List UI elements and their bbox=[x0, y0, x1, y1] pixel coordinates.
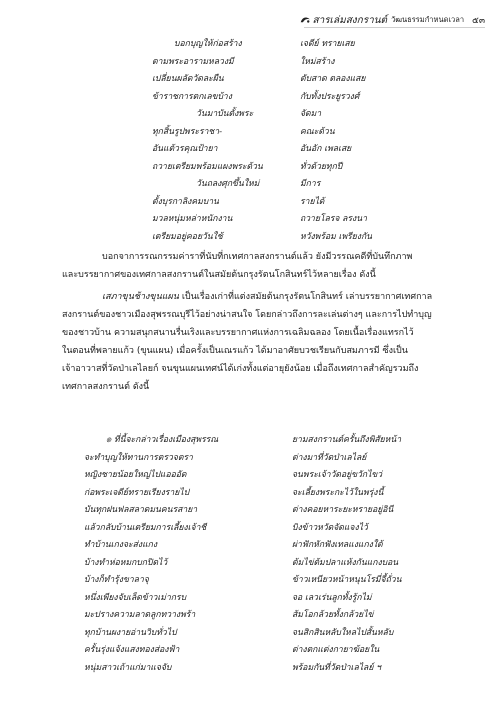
verse-line bbox=[0, 89, 499, 107]
verse-left-hemistich: ทำบ้านเกงจะส่งแกง bbox=[84, 540, 158, 550]
verse-right-hemistich: ต่างตกแต่งกายาฆ้อยใน bbox=[292, 645, 380, 655]
verse-right-hemistich: มีการ bbox=[300, 179, 321, 189]
verse-left-hemistich: บอกบุญให้ก่อสร้าง bbox=[174, 39, 242, 49]
verse-line bbox=[0, 590, 499, 608]
verse-right-hemistich: ต่างคอยหาระยะหรายอยู่อินี bbox=[292, 505, 394, 515]
verse-line bbox=[0, 555, 499, 573]
verse-line bbox=[0, 54, 499, 72]
brand-logo-icon bbox=[300, 14, 310, 26]
verse-line bbox=[0, 211, 499, 229]
verse-line bbox=[0, 229, 499, 247]
verse-right-hemistich: ส้มโอกล้วยทั้งกล้วยไข่ bbox=[292, 610, 374, 620]
verse-right-hemistich: ถวายโลรจ ลรงนา bbox=[300, 214, 367, 224]
verse-left-hemistich: ก่อพระเจดีย์ทรายเรียงรายไป bbox=[84, 487, 190, 498]
verse-line bbox=[0, 467, 499, 485]
verse-line bbox=[0, 660, 499, 678]
verse-left-hemistich: จะทำบุญให้ทานการตรวจตรา bbox=[84, 452, 193, 463]
work-title: เสภาขุนช้างขุนแผน bbox=[102, 292, 179, 302]
verse-line bbox=[0, 642, 499, 660]
verse-line bbox=[0, 106, 499, 124]
verse-right-hemistich: ข้าวเหนียวหน้าหนุนโรมี่จี้ถั่วน bbox=[292, 575, 402, 585]
paragraph-text: เป็นเรื่องเก่าที่แต่งสมัยต้นกรุงรัตนโกสินทร์ เล่าบรรยากาศเทศกาล bbox=[178, 292, 433, 302]
verse-line bbox=[0, 194, 499, 212]
verse-line bbox=[0, 432, 499, 450]
paragraph-2 bbox=[62, 288, 442, 396]
verse-line bbox=[0, 502, 499, 520]
verse-line bbox=[0, 607, 499, 625]
verse-line bbox=[0, 159, 499, 177]
paragraph-1 bbox=[62, 248, 442, 284]
verse-right-hemistich: จอ เลวเร่นลูกทั้งรู้กไม่ bbox=[292, 592, 372, 603]
verse-line bbox=[0, 520, 499, 538]
paragraph-line: เทศกาลสงกรานต์ ดังนี้ bbox=[62, 382, 150, 392]
verse-left-hemistich: มวลหนุ่มหล่าหนักงาน bbox=[152, 214, 233, 224]
paragraph-line: ของชาวบ้าน ความสนุกสนานรื่นเริงและบรรยากาศแห่งการเฉลิมฉลอง โดยเนื้อเรื่องแทรกไว้ bbox=[62, 328, 414, 338]
paragraph-line bbox=[62, 288, 442, 306]
verse-right-hemistich: จนพระเจ้าวัดอยู่ขวักไขว่ bbox=[292, 470, 383, 480]
verse-line bbox=[0, 625, 499, 643]
verse-right-hemistich: กับทั้งประยูรวงศ์ bbox=[300, 91, 360, 102]
verse-left-hemistich: เปลี่ยนผลัดวัดละผืน bbox=[152, 74, 224, 84]
verse-right-hemistich: ต้มไข่ต้มปลาแห้งกันแกงบอน bbox=[292, 557, 399, 568]
paragraph-line: ในตอนที่พลายแก้ว (ขุนแผน) เมื่อครั้งเป็นเณรแก้ว ได้มาอาศัยบวชเรียนกับสมภารมี ซึ่งเป็น bbox=[62, 346, 408, 356]
page-number: ๕๓ bbox=[472, 16, 485, 26]
verse-block-1 bbox=[0, 36, 499, 246]
verse-left-hemistich: ทุกสิ้นรูปพระราชา- bbox=[152, 126, 223, 137]
verse-line bbox=[0, 71, 499, 89]
paragraph-line: บอกจาการรณกรรมค่าราที่นับที่กเทศกาลสงกรานต์แล้ว ยังมีวรรณคดีที่บันทึกภาพ bbox=[102, 252, 413, 262]
verse-left-hemistich: บ้างทำห่อหมกบกปิดไว้ bbox=[84, 557, 168, 568]
verse-right-hemistich: ต่างมาที่วัดป่าเลไลย์ bbox=[292, 452, 367, 463]
verse-left-hemistich: หนุ่มสาวเถ้าแก่มาแจจับ bbox=[84, 662, 172, 673]
verse-left-hemistich: หนึ่งเพียงจับเล็ดข้าวเม่ากรบ bbox=[84, 592, 187, 603]
verse-left-hemistich: วันมาบันตั้งพระ bbox=[196, 109, 254, 119]
paragraph-line: สงกรานต์ของชาวเมืองสุพรรณบุรีไว้อย่างน่าสนใจ โดยกล่าวถึงการละเล่นต่างๆ และการไปทำบุญ bbox=[62, 310, 432, 320]
verse-line bbox=[0, 124, 499, 142]
verse-left-hemistich: วันถลงศุกขึ้นใหม่ bbox=[196, 179, 260, 189]
verse-left-hemistich: ครั้นรุ่งแจ้งแสงทองส่องฟ้า bbox=[84, 645, 180, 655]
verse-left-hemistich: เตรียมอยู่คอยวันใช้ bbox=[152, 231, 223, 242]
verse-left-hemistich: บ้างก็ทำรุ้งขาลาจุ bbox=[84, 575, 149, 585]
verse-line bbox=[0, 537, 499, 555]
verse-right-hemistich: อันอัก เพลเสย bbox=[300, 144, 352, 154]
verse-right-hemistich: จะเลี้ยงพระกะไว้ในพรุ่งนี้ bbox=[292, 487, 384, 498]
verse-right-hemistich: หวังพร้อม เพรียงกัน bbox=[300, 231, 373, 242]
verse-right-hemistich: คณะด้วน bbox=[300, 126, 335, 137]
verse-left-hemistich: มะปรางความลาดลูกทวางพร้า bbox=[84, 610, 196, 620]
verse-right-hemistich: พร้อมกันที่วัดป่าเลไลย์ ฯ bbox=[292, 662, 381, 673]
verse-right-hemistich: ทั่วด้วยทุกปี bbox=[300, 161, 343, 172]
verse-right-hemistich: รายได้ bbox=[300, 196, 325, 207]
verse-line bbox=[0, 141, 499, 159]
verse-left-hemistich: อันแต้วรคุณป้ายา bbox=[152, 144, 218, 154]
verse-line bbox=[0, 572, 499, 590]
verse-right-hemistich: ตับสาด ตลองแสย bbox=[300, 74, 366, 84]
header-divider bbox=[304, 27, 485, 28]
verse-line bbox=[0, 485, 499, 503]
verse-left-hemistich: ตามพระอารามหลวงมี bbox=[152, 56, 234, 67]
verse-left-hemistich: หญิงชายน้อยใหญ่ไปแอออัด bbox=[84, 470, 187, 480]
verse-left-hemistich: ๏ ที่นี้จะกล่าวเรื่องเมืองสุพรรณ bbox=[106, 435, 219, 445]
header-subtitle: วัฒนธรรมกำหนดเวลา bbox=[391, 15, 465, 24]
verse-right-hemistich: จนสิกสินหลับใหลไปสั้นหลับ bbox=[292, 627, 394, 638]
verse-right-hemistich: ใหม่สร้าง bbox=[300, 56, 335, 67]
verse-left-hemistich: ถวายเตรียมพร้อมแผงพระด้วน bbox=[152, 161, 263, 172]
verse-right-hemistich: เจดีย์ ทรายเสย bbox=[300, 39, 355, 49]
verse-block-2 bbox=[0, 432, 499, 677]
header-brand: สารเล่มสงกรานต์ bbox=[312, 14, 388, 26]
verse-right-hemistich: ผ่าฟักหักฟังเทลแงแกงใต้ bbox=[292, 540, 383, 550]
paragraph-line: และบรรยากาศของเทศกาลสงกรานต์ในสมัยต้นกรุงรัตนโกสินทร์ไว้หลายเรื่อง ดังนี้ bbox=[62, 270, 376, 280]
verse-left-hemistich: ข้าราชการตกเลขบ้าง bbox=[152, 91, 232, 102]
verse-right-hemistich: จัดมา bbox=[300, 109, 322, 119]
verse-left-hemistich: ทุกบ้านผงายอ่านวิบทั่วไป bbox=[84, 627, 177, 638]
paragraph-line: เจ้าอาวาสที่วัดป่าเลไลยก์ จนขุนแผนเทศน์ได้เก่งทั้งแต่อายุยังน้อย เมื่อถึงเทศกาลสำคัญรวมถึง bbox=[62, 364, 419, 374]
verse-right-hemistich: บิงข้าวหวัดจัดแจงไว้ bbox=[292, 522, 368, 533]
verse-left-hemistich: แล้วกลับบ้านเตรียมการเลี้ยงเจ้าชี bbox=[84, 522, 207, 533]
verse-line bbox=[0, 36, 499, 54]
verse-left-hemistich: บันทุกฝนฟลสลาดมนคนรสายา bbox=[84, 505, 198, 515]
verse-line bbox=[0, 176, 499, 194]
verse-line bbox=[0, 450, 499, 468]
verse-left-hemistich: ตั้งบุรกาลิงคมบาน bbox=[152, 196, 219, 207]
verse-right-hemistich: ยามสงกรานต์ครั้นถึงพิสัยหน้า bbox=[292, 435, 402, 445]
